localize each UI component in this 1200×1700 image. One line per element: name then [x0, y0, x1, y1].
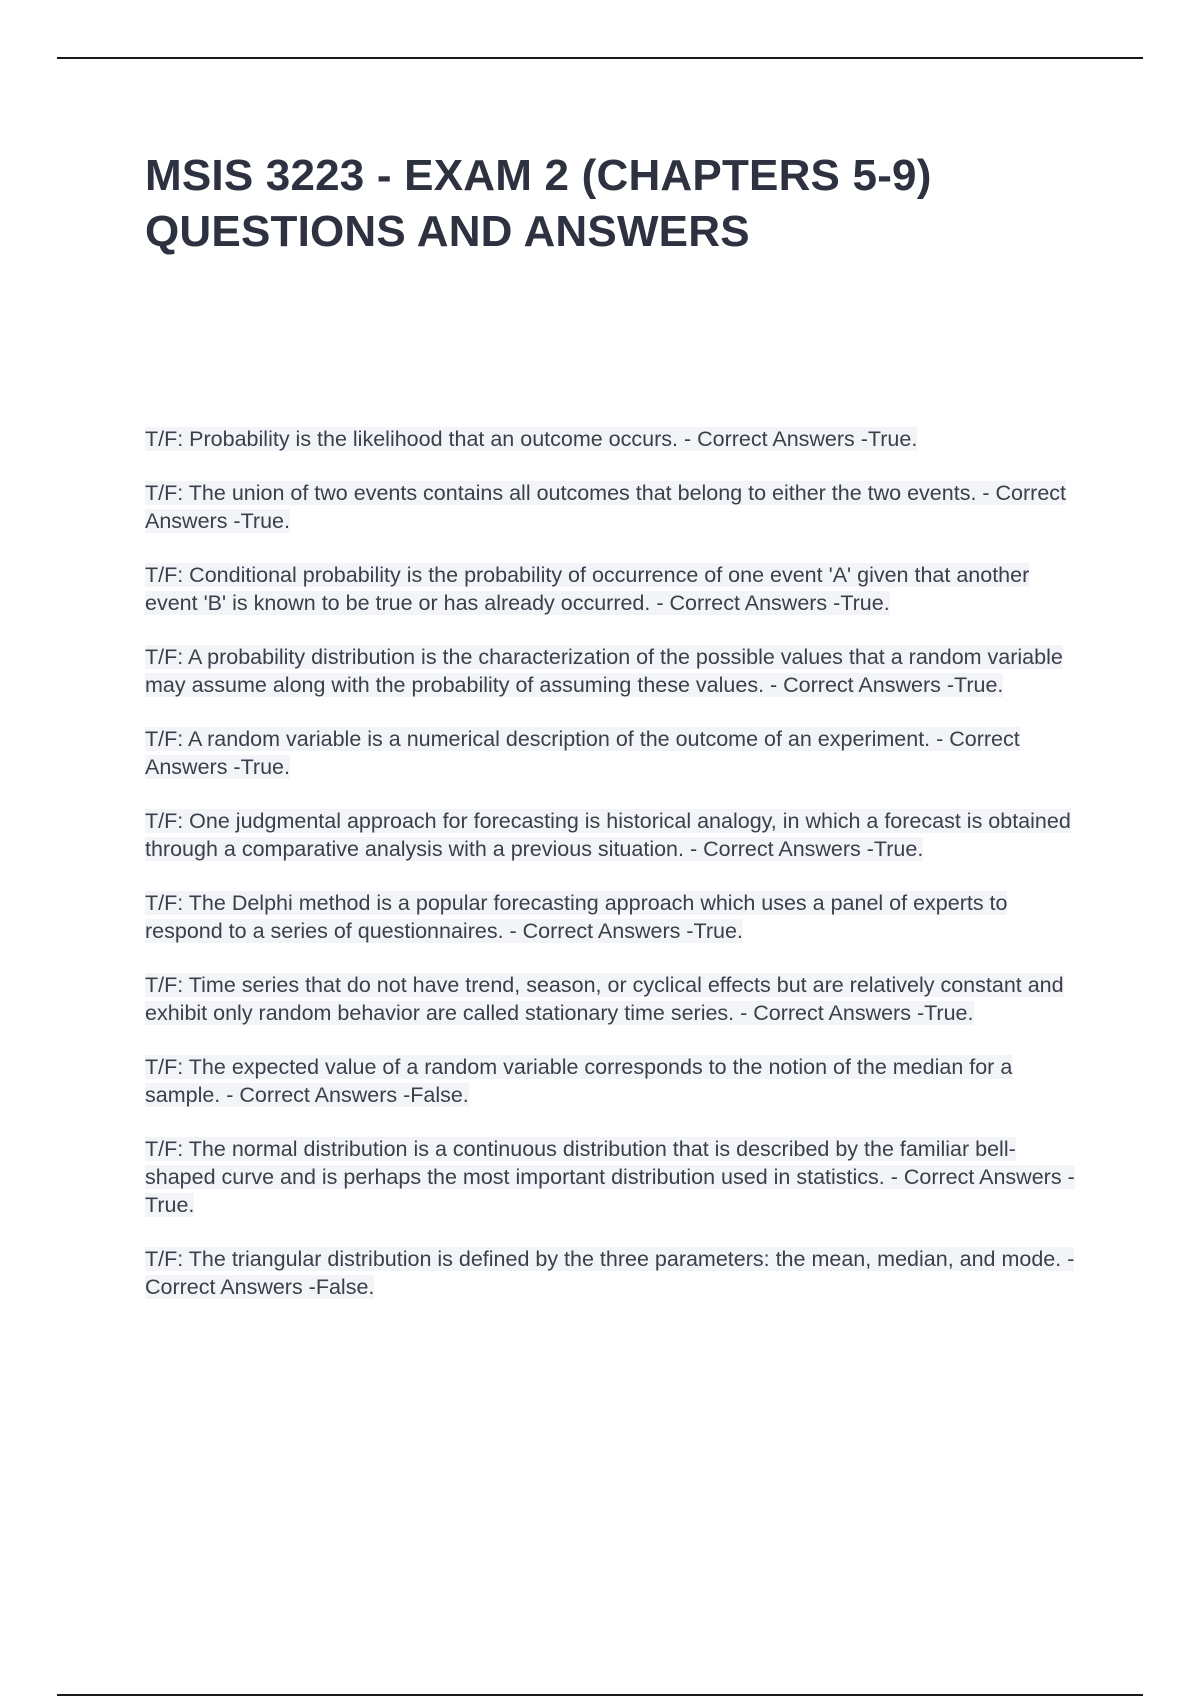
- qa-text: T/F: The normal distribution is a continuous distribution that is described by the familiar bell-shaped curve and is perhaps the most important distribution used in statistics. - Correct Answers -True.: [145, 1137, 1075, 1217]
- qa-list: [145, 425, 1085, 1327]
- qa-item: [145, 643, 1085, 699]
- top-divider: [57, 57, 1143, 59]
- qa-text: T/F: The Delphi method is a popular forecasting approach which uses a panel of experts to respond to a series of questionnaires. - Correct Answers -True.: [145, 891, 1008, 943]
- qa-item: [145, 561, 1085, 617]
- qa-text: T/F: Probability is the likelihood that an outcome occurs. - Correct Answers -True.: [145, 427, 918, 451]
- qa-item: [145, 1245, 1085, 1301]
- qa-item: [145, 889, 1085, 945]
- qa-item: [145, 971, 1085, 1027]
- qa-text: T/F: A random variable is a numerical description of the outcome of an experiment. - Correct Answers -True.: [145, 727, 1020, 779]
- qa-text: T/F: Conditional probability is the probability of occurrence of one event 'A' given that another event 'B' is known to be true or has already occurred. - Correct Answers -True.: [145, 563, 1030, 615]
- qa-item: [145, 479, 1085, 535]
- qa-item: [145, 725, 1085, 781]
- qa-text: T/F: The expected value of a random variable corresponds to the notion of the median for a sample. - Correct Answers -False.: [145, 1055, 1013, 1107]
- qa-item: [145, 1053, 1085, 1109]
- bottom-divider: [57, 1694, 1143, 1696]
- qa-text: T/F: A probability distribution is the characterization of the possible values that a random variable may assume along with the probability of assuming these values. - Correct Answers -True.: [145, 645, 1063, 697]
- qa-text: T/F: Time series that do not have trend, season, or cyclical effects but are relatively constant and exhibit only random behavior are called stationary time series. - Correct Answers -True.: [145, 973, 1064, 1025]
- qa-item: [145, 807, 1085, 863]
- qa-text: T/F: One judgmental approach for forecasting is historical analogy, in which a forecast is obtained through a comparative analysis with a previous situation. - Correct Answers -True.: [145, 809, 1071, 861]
- qa-text: T/F: The union of two events contains all outcomes that belong to either the two events. - Correct Answers -True.: [145, 481, 1067, 533]
- qa-item: [145, 425, 1085, 453]
- qa-text: T/F: The triangular distribution is defined by the three parameters: the mean, median, and mode. - Correct Answers -False.: [145, 1247, 1075, 1299]
- qa-item: [145, 1135, 1085, 1219]
- document-title: MSIS 3223 - EXAM 2 (CHAPTERS 5-9) QUESTIONS AND ANSWERS: [145, 151, 932, 256]
